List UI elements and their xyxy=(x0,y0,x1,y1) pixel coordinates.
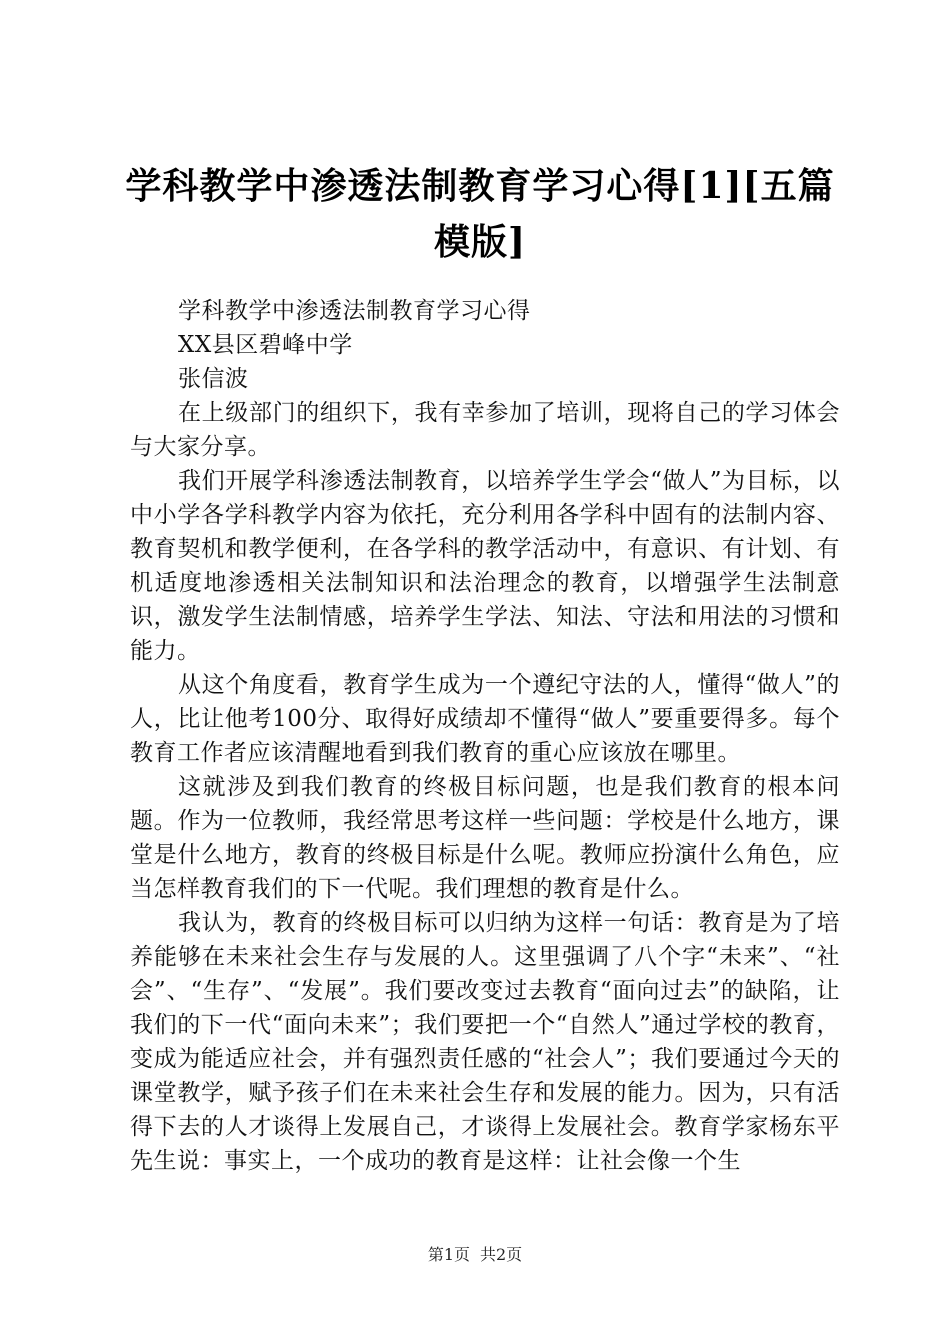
page-footer xyxy=(0,1244,950,1266)
body-paragraph: 从这个角度看，教育学生成为一个遵纪守法的人，懂得“做人”的人，比让他考100分、取得好成绩却不懂得“做人”要重要得多。每个教育工作者应该清醒地看到我们教育的重心应该放在哪里。 xyxy=(130,672,840,766)
document-body xyxy=(130,294,840,1178)
body-paragraph: 我认为，教育的终极目标可以归纳为这样一句话：教育是为了培养能够在未来社会生存与发展的人。这里强调了八个字“未来”、“社会”、“生存”、“发展”。我们要改变过去教育“面向过去”的缺陷，让我们的下一代“面向未来”；我们要把一个“自然人”通过学校的教育，变成为能适应社会，并有强烈责任感的“社会人”；我们要通过今天的课堂教学，赋予孩子们在未来社会生存和发展的能力。因为，只有活得下去的人才谈得上发展自己，才谈得上发展社会。教育学家杨东平先生说：事实上，一个成功的教育是这样：让社会像一个生 xyxy=(130,910,840,1174)
document-title: 学科教学中渗透法制教育学习心得[1][五篇模版] xyxy=(125,165,835,263)
school-name: XX县区碧峰中学 xyxy=(178,332,353,358)
body-paragraph: 在上级部门的组织下，我有幸参加了培训，现将自己的学习体会与大家分享。 xyxy=(130,400,840,460)
author-name: 张信波 xyxy=(178,366,249,392)
body-paragraph: 这就涉及到我们教育的终极目标问题，也是我们教育的根本问题。作为一位教师，我经常思考这样一些问题：学校是什么地方，课堂是什么地方，教育的终极目标是什么呢。教师应扮演什么角色，应当怎样教育我们的下一代呢。我们理想的教育是什么。 xyxy=(130,774,840,902)
page-total: 共2页 xyxy=(480,1245,523,1264)
body-paragraph: 我们开展学科渗透法制教育，以培养学生学会“做人”为目标，以中小学各学科教学内容为依托，充分利用各学科中固有的法制内容、教育契机和教学便利，在各学科的教学活动中，有意识、有计划、有机适度地渗透相关法制知识和法治理念的教育，以增强学生法制意识，激发学生法制情感，培养学生学法、知法、守法和用法的习惯和能力。 xyxy=(130,468,840,664)
document-subtitle: 学科教学中渗透法制教育学习心得 xyxy=(178,298,531,324)
page-number: 第1页 xyxy=(427,1245,470,1264)
